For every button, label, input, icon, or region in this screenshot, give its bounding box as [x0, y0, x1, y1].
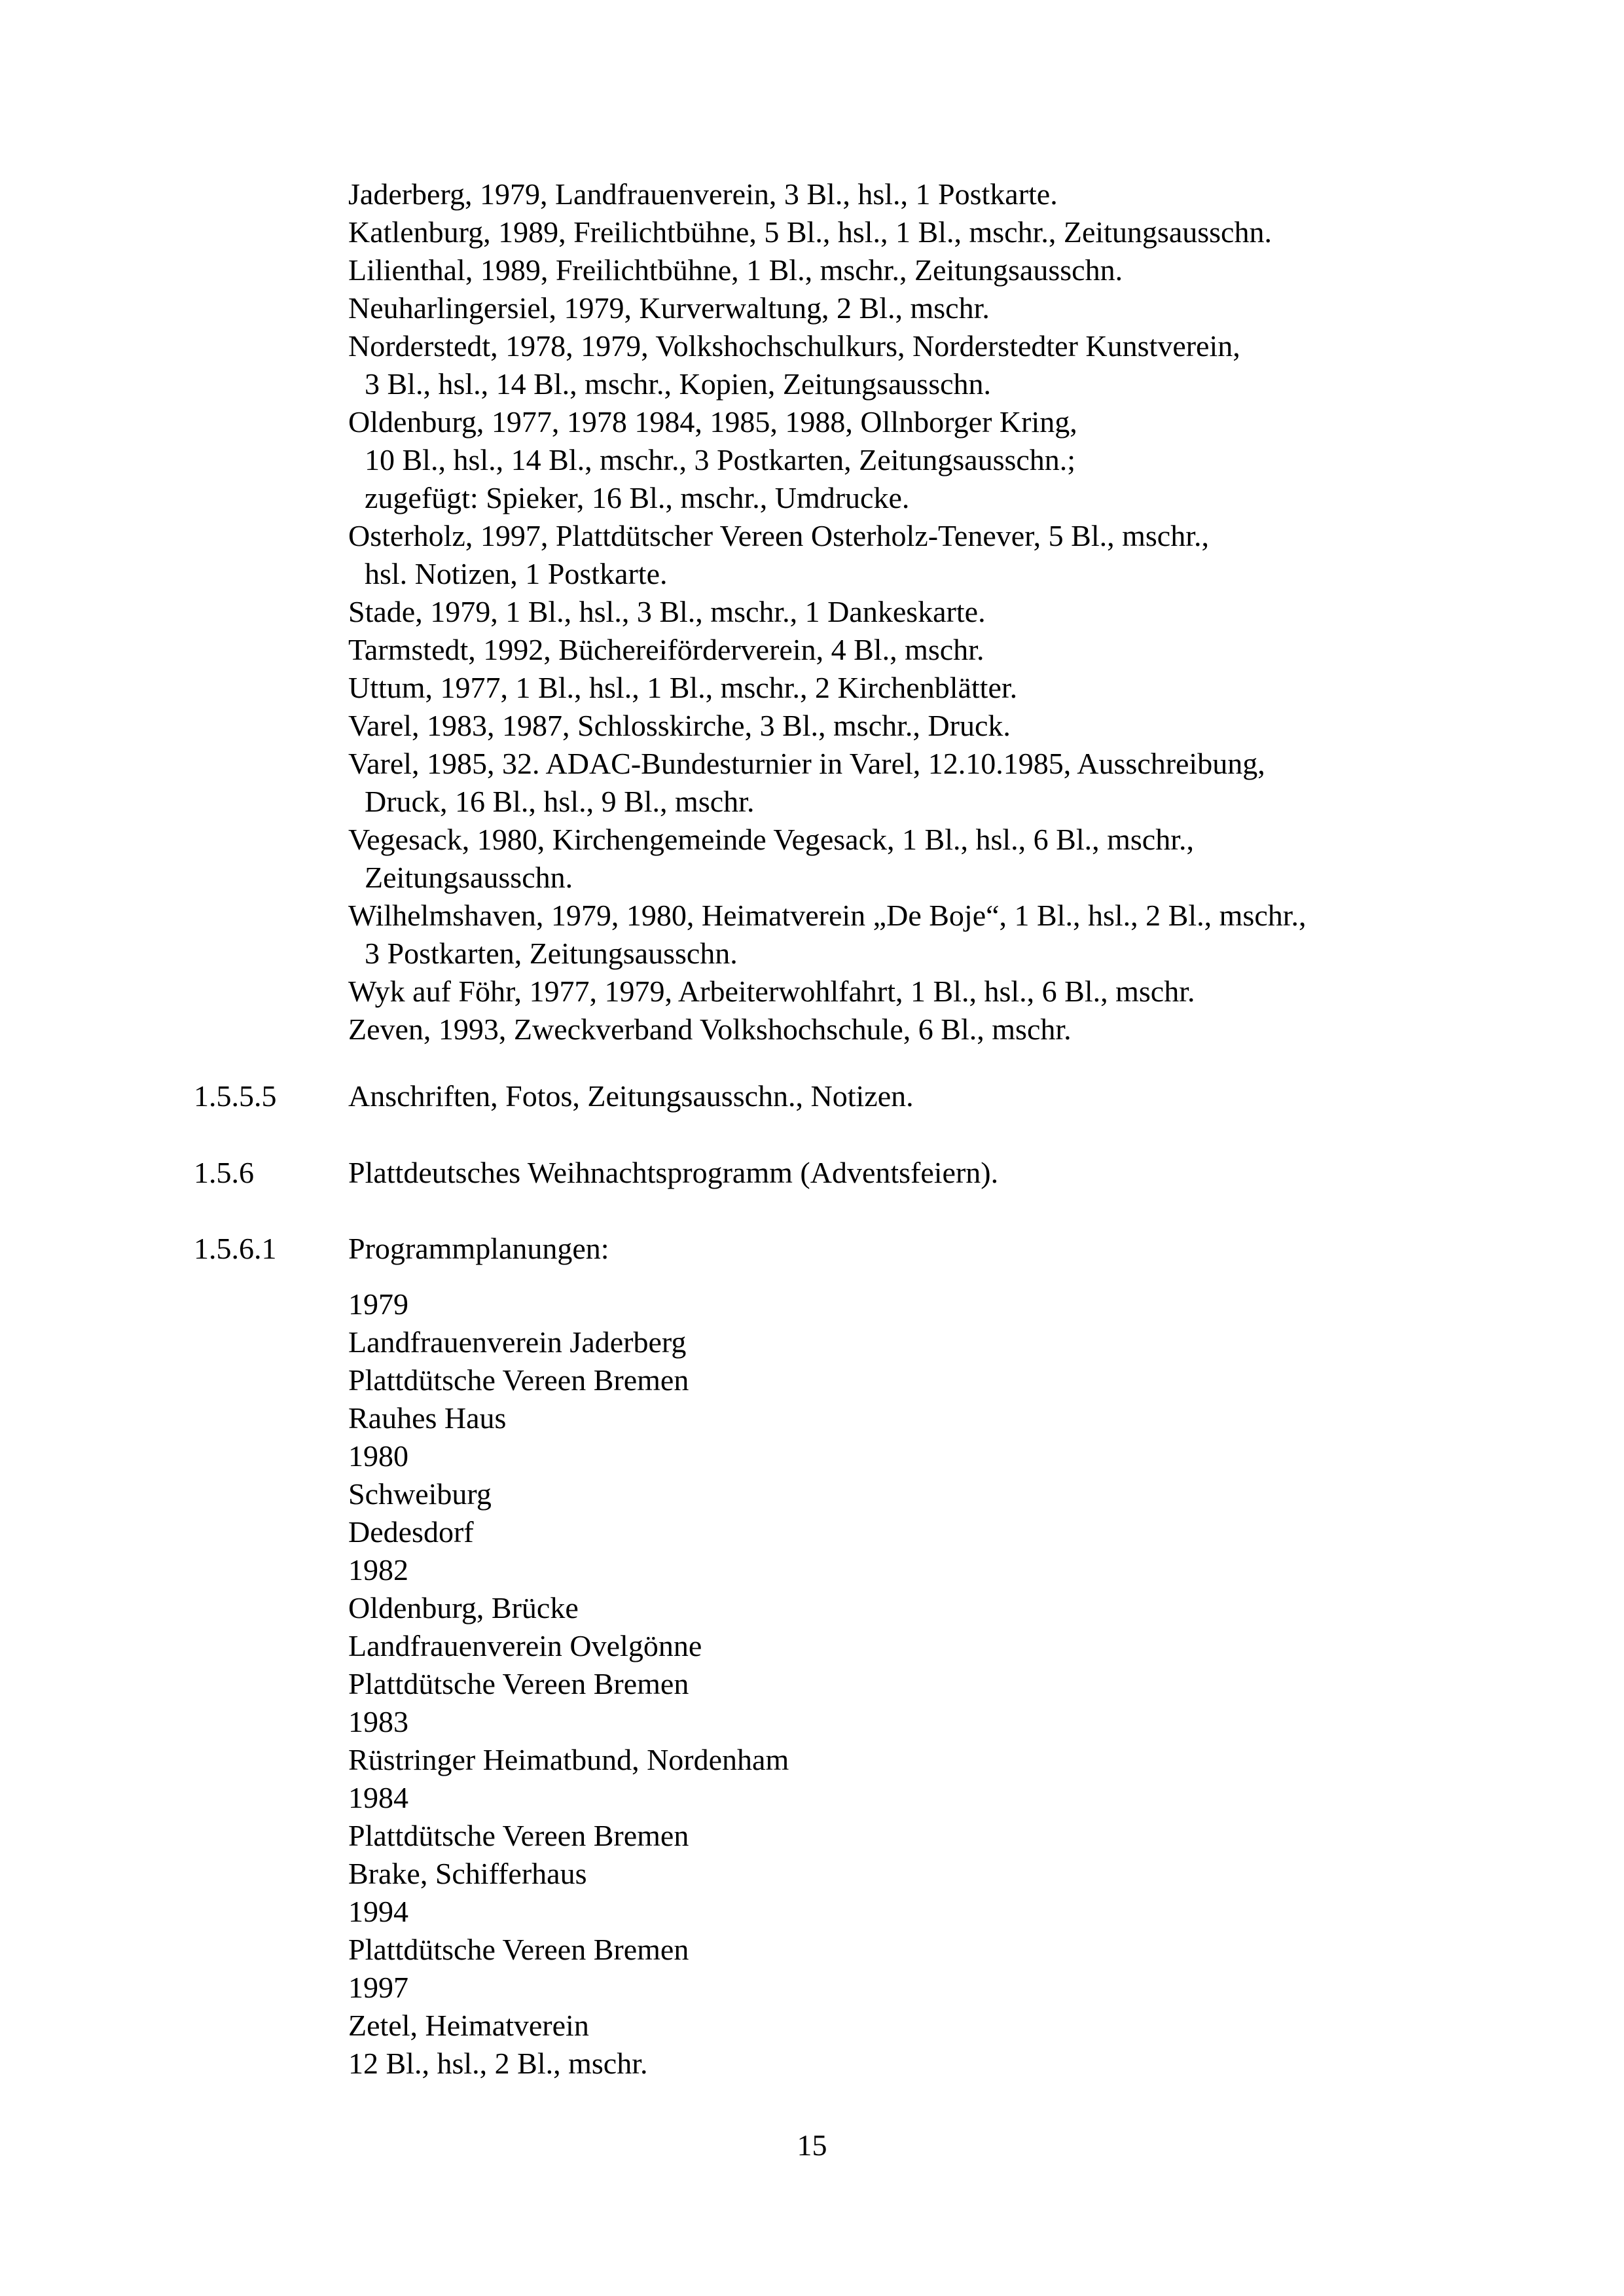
entry-line: Varel, 1983, 1987, Schlosskirche, 3 Bl., mschr., Druck.	[348, 709, 1011, 742]
entry-line: Wyk auf Föhr, 1977, 1979, Arbeiterwohlfahrt, 1 Bl., hsl., 6 Bl., mschr.	[348, 975, 1195, 1008]
entry-line: Uttum, 1977, 1 Bl., hsl., 1 Bl., mschr., 2 Kirchenblätter.	[348, 671, 1018, 704]
program-line: Landfrauenverein Jaderberg	[348, 1325, 687, 1359]
program-line: 12 Bl., hsl., 2 Bl., mschr.	[348, 2047, 648, 2080]
entry-line: Zeven, 1993, Zweckverband Volkshochschule, 6 Bl., mschr.	[348, 1013, 1072, 1046]
program-line: Plattdütsche Vereen Bremen	[348, 1933, 689, 1966]
program-line: 1994	[348, 1895, 408, 1928]
entry-line: Norderstedt, 1978, 1979, Volkshochschulkurs, Norderstedter Kunstverein,	[348, 329, 1240, 363]
program-line: Landfrauenverein Ovelgönne	[348, 1629, 702, 1662]
entry-line: Tarmstedt, 1992, Büchereiförderverein, 4 Bl., mschr.	[348, 633, 984, 666]
section-title: Plattdeutsches Weihnachtsprogramm (Adventsfeiern).	[348, 1156, 999, 1189]
entry-line: Neuharlingersiel, 1979, Kurverwaltung, 2 Bl., mschr.	[348, 291, 990, 325]
program-line: Brake, Schifferhaus	[348, 1857, 587, 1890]
section-title: Programmplanungen:	[348, 1232, 609, 1265]
program-line: Plattdütsche Vereen Bremen	[348, 1667, 689, 1700]
entry-line: Stade, 1979, 1 Bl., hsl., 3 Bl., mschr., 1 Dankeskarte.	[348, 595, 986, 628]
program-line: Rauhes Haus	[348, 1401, 507, 1435]
program-line: Zetel, Heimatverein	[348, 2009, 589, 2042]
program-line: Dedesdorf	[348, 1515, 474, 1549]
section-number: 1.5.6.1	[194, 1232, 277, 1265]
entry-line: Varel, 1985, 32. ADAC-Bundesturnier in Varel, 12.10.1985, Ausschreibung,	[348, 747, 1265, 780]
program-line: 1983	[348, 1705, 408, 1738]
section-title: Anschriften, Fotos, Zeitungsausschn., Notizen.	[348, 1079, 914, 1113]
program-line: 1984	[348, 1781, 408, 1814]
entry-continuation-line: 3 Bl., hsl., 14 Bl., mschr., Kopien, Zeitungsausschn.	[365, 367, 992, 401]
entry-line: Jaderberg, 1979, Landfrauenverein, 3 Bl., hsl., 1 Postkarte.	[348, 177, 1058, 211]
entry-line: Lilienthal, 1989, Freilichtbühne, 1 Bl., mschr., Zeitungsausschn.	[348, 253, 1123, 287]
entry-line: Oldenburg, 1977, 1978 1984, 1985, 1988, Ollnborger Kring,	[348, 405, 1077, 439]
entry-line: Vegesack, 1980, Kirchengemeinde Vegesack, 1 Bl., hsl., 6 Bl., mschr.,	[348, 823, 1194, 856]
program-line: 1982	[348, 1553, 408, 1587]
program-line: Schweiburg	[348, 1477, 492, 1511]
entry-continuation-line: Zeitungsausschn.	[365, 861, 573, 894]
entry-line: Katlenburg, 1989, Freilichtbühne, 5 Bl., hsl., 1 Bl., mschr., Zeitungsausschn.	[348, 215, 1272, 249]
program-line: Oldenburg, Brücke	[348, 1591, 579, 1624]
entry-continuation-line: 3 Postkarten, Zeitungsausschn.	[365, 937, 738, 970]
program-line: 1997	[348, 1971, 408, 2004]
entry-continuation-line: 10 Bl., hsl., 14 Bl., mschr., 3 Postkarten, Zeitungsausschn.;	[365, 443, 1076, 476]
section-number: 1.5.5.5	[194, 1079, 277, 1113]
entry-continuation-line: hsl. Notizen, 1 Postkarte.	[365, 557, 668, 590]
program-line: Plattdütsche Vereen Bremen	[348, 1363, 689, 1397]
program-list	[348, 1285, 1330, 2083]
program-line: Plattdütsche Vereen Bremen	[348, 1819, 689, 1852]
program-line: Rüstringer Heimatbund, Nordenham	[348, 1743, 789, 1776]
entry-continuation-line: Druck, 16 Bl., hsl., 9 Bl., mschr.	[365, 785, 755, 818]
program-line: 1980	[348, 1439, 408, 1473]
entry-line: Wilhelmshaven, 1979, 1980, Heimatverein „De Boje“, 1 Bl., hsl., 2 Bl., mschr.,	[348, 899, 1307, 932]
program-line: 1979	[348, 1287, 408, 1321]
entry-line: Osterholz, 1997, Plattdütscher Vereen Osterholz-Tenever, 5 Bl., mschr.,	[348, 519, 1209, 552]
archive-entry-list	[348, 175, 1461, 1049]
page-number: 15	[797, 2128, 827, 2162]
entry-continuation-line: zugefügt: Spieker, 16 Bl., mschr., Umdrucke.	[365, 481, 910, 514]
section-number: 1.5.6	[194, 1156, 254, 1189]
